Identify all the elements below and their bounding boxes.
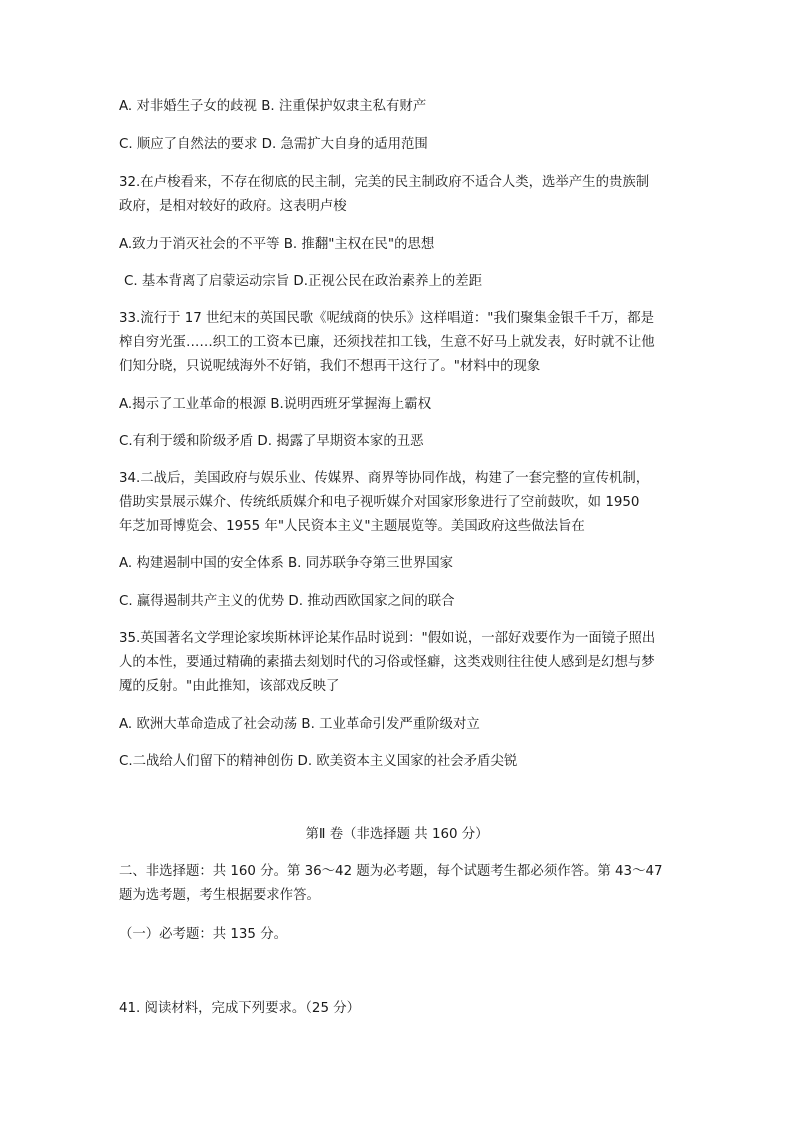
part2-intro-line-1: 二、非选择题：共 160 分。第 36～42 题为必考题，每个试题考生都必须作答。第 43～47 <box>119 864 663 879</box>
q33-stem-line-2: 榨自穷光蛋……织工的工资本已廉，还须找茬扣工钱，生意不好马上就发表，好时就不让他 <box>119 335 655 350</box>
q34-stem-line-2: 借助实景展示媒介、传统纸质媒介和电子视听媒介对国家形象进行了空前鼓吹，如 1950 <box>119 495 640 510</box>
q35-options-cd: C.二战给人们留下的精神创伤 D. 欧美资本主义国家的社会矛盾尖锐 <box>119 754 518 769</box>
q33-options-cd: C.有利于缓和阶级矛盾 D. 揭露了早期资本家的丑恶 <box>119 434 424 449</box>
q41-stem: 41. 阅读材料，完成下列要求。（25 分） <box>119 1001 361 1016</box>
q35-options-ab: A. 欧洲大革命造成了社会动荡 B. 工业革命引发严重阶级对立 <box>119 717 480 732</box>
q33-stem-line-1: 33.流行于 17 世纪末的英国民歌《呢绒商的快乐》这样唱道："我们聚集金银千千万，都是 <box>119 311 655 326</box>
q35-stem-line-1: 35.英国著名文学理论家埃斯林评论某作品时说到："假如说，一部好戏要作为一面镜子照出 <box>119 631 656 646</box>
q33-options-ab: A.揭示了工业革命的根源 B.说明西班牙掌握海上霸权 <box>119 397 432 412</box>
q31-options-cd: C. 顺应了自然法的要求 D. 急需扩大自身的适用范围 <box>119 137 428 152</box>
q34-options-cd: C. 赢得遏制共产主义的优势 D. 推动西欧国家之间的联合 <box>119 594 455 609</box>
q34-stem-line-3: 年芝加哥博览会、1955 年"人民资本主义"主题展览等。美国政府这些做法旨在 <box>119 519 585 534</box>
required-section-label: （一）必考题：共 135 分。 <box>119 927 287 942</box>
q32-options-cd: C. 基本背离了启蒙运动宗旨 D.正视公民在政治素养上的差距 <box>124 274 483 289</box>
q31-options-ab: A. 对非婚生子女的歧视 B. 注重保护奴隶主私有财产 <box>119 99 427 114</box>
part2-intro-line-2: 题为选考题，考生根据要求作答。 <box>119 888 320 903</box>
q32-stem-line-2: 政府，是相对较好的政府。这表明卢梭 <box>119 199 347 214</box>
q34-stem-line-1: 34.二战后，美国政府与娱乐业、传媒界、商界等协同作战，构建了一套完整的宣传机制， <box>119 471 650 486</box>
q35-stem-line-2: 人的本性，要通过精确的素描去刻划时代的习俗或怪癖，这类戏则往往使人感到是幻想与梦 <box>119 655 655 670</box>
q34-options-ab: A. 构建遏制中国的安全体系 B. 同苏联争夺第三世界国家 <box>119 556 453 571</box>
q32-stem-line-1: 32.在卢梭看来，不存在彻底的民主制，完美的民主制政府不适合人类，选举产生的贵族制 <box>119 175 650 190</box>
q32-options-ab: A.致力于消灭社会的不平等 B. 推翻"主权在民"的思想 <box>119 237 435 252</box>
part2-heading: 第Ⅱ 卷（非选择题 共 160 分） <box>305 827 489 842</box>
q33-stem-line-3: 们知分晓，只说呢绒海外不好销，我们不想再干这行了。"材料中的现象 <box>119 359 541 374</box>
q35-stem-line-3: 魇的反射。"由此推知，该部戏反映了 <box>119 679 340 694</box>
